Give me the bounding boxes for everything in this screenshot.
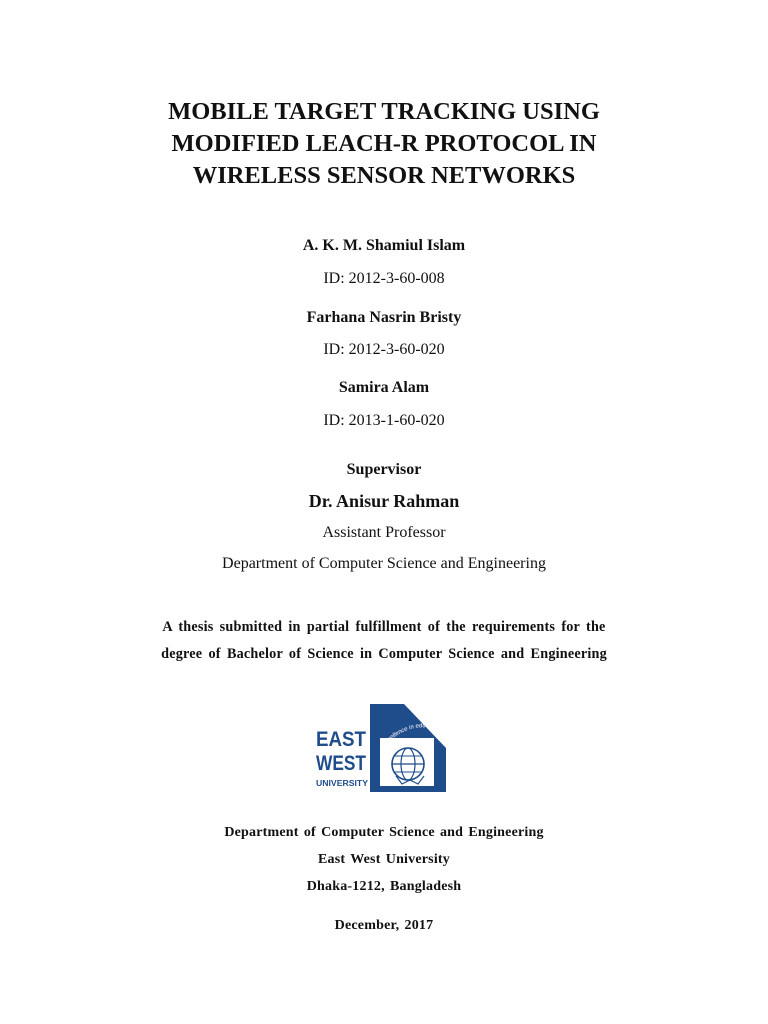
author-name: Samira Alam xyxy=(338,379,430,396)
submission-date: December, 2017 xyxy=(334,918,434,933)
title-line-3: WIRELESS SENSOR NETWORKS xyxy=(192,162,576,189)
author-id: ID: 2012-3-60-020 xyxy=(323,341,445,358)
logo-word-west: WEST xyxy=(316,752,367,775)
author-name: A. K. M. Shamiul Islam xyxy=(302,237,466,254)
logo-window xyxy=(380,738,434,786)
address-city: Dhaka-1212, Bangladesh xyxy=(306,879,462,894)
title-line-2: MODIFIED LEACH-R PROTOCOL IN xyxy=(171,130,597,157)
title-line-1: MOBILE TARGET TRACKING USING xyxy=(168,98,600,125)
supervisor-label: Supervisor xyxy=(346,461,422,478)
logo-motto: Excellence in education xyxy=(381,723,443,748)
supervisor-name: Dr. Anisur Rahman xyxy=(308,491,460,511)
supervisor-position: Assistant Professor xyxy=(322,524,446,541)
logo-word-east: EAST xyxy=(316,728,367,751)
east-west-university-logo xyxy=(314,700,456,796)
logo-word-university: UNIVERSITY xyxy=(316,779,369,788)
supervisor-department: Department of Computer Science and Engineering xyxy=(222,555,546,572)
author-id: ID: 2013-1-60-020 xyxy=(323,412,445,429)
thesis-statement-line-1: A thesis submitted in partial fulfillment of the requirements for the xyxy=(162,619,606,635)
author-name: Farhana Nasrin Bristy xyxy=(306,309,462,326)
address-department: Department of Computer Science and Engineering xyxy=(224,825,544,840)
thesis-title xyxy=(0,96,768,192)
author-id: ID: 2012-3-60-008 xyxy=(323,270,445,287)
address-university: East West University xyxy=(318,852,450,867)
thesis-statement-line-2: degree of Bachelor of Science in Computer Science and Engineering xyxy=(161,646,607,662)
